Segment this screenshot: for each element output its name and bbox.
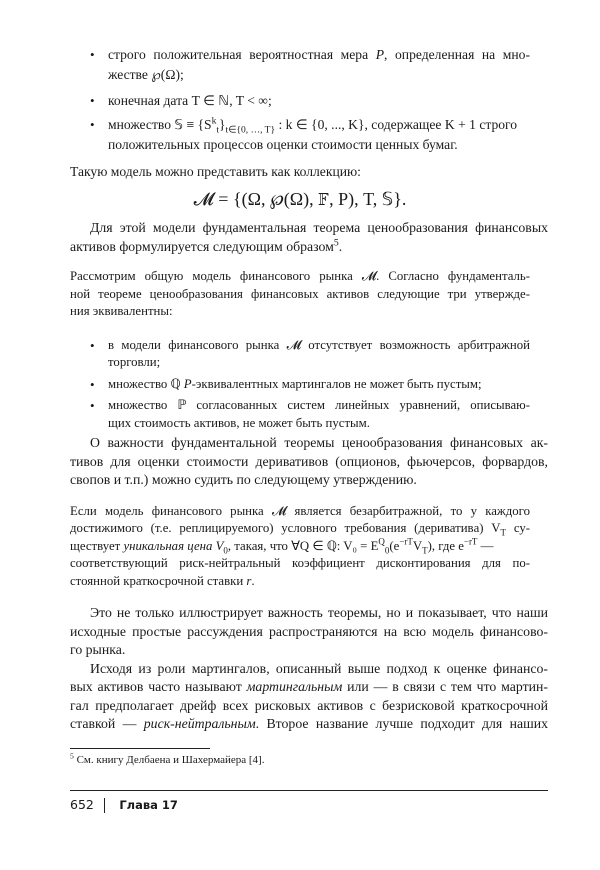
chapter-label: Глава 17 bbox=[119, 798, 178, 812]
text-line: исходные простые рассуждения распространяются на всю модель финансово- bbox=[70, 623, 548, 639]
bullet-icon: • bbox=[90, 337, 95, 353]
text-line: Для этой модели фундаментальная теорема ценообразования финансовых bbox=[90, 220, 548, 235]
theorem-block bbox=[70, 503, 530, 591]
text-line: ществует уникальная цена $V_0$, такая, что ∀Q ∈ ℚ: $V_0 = E^Q_0(e^{-rT}V_T)$, где $e^{-rT}$ — bbox=[70, 536, 494, 556]
theorem-block bbox=[70, 268, 530, 321]
paragraph bbox=[70, 219, 548, 256]
text-line: Если модель финансового рынка 𝓜 является безарбитражной, то у каждого bbox=[70, 503, 530, 518]
footnote-divider bbox=[70, 748, 210, 749]
bullet-icon: • bbox=[90, 93, 95, 108]
text-line: стоянной краткосрочной ставки r. bbox=[70, 573, 255, 588]
text-line: соответствующий риск-нейтральный коэффициент дисконтирования для по- bbox=[70, 556, 530, 570]
text-line: жестве ℘(Ω); bbox=[108, 67, 184, 82]
text-line: Исходя из роли мартингалов, описанный выше подход к оценке финансо- bbox=[90, 660, 548, 676]
text-line: Рассмотрим общую модель финансового рынка 𝓜. Согласно фундаменталь- bbox=[70, 269, 530, 283]
text-line: го рынка. bbox=[70, 642, 126, 657]
bullet-icon: • bbox=[90, 117, 95, 132]
list-item bbox=[70, 115, 548, 155]
footer-divider bbox=[70, 790, 548, 791]
text-line: Это не только иллюстрирует важность теоремы, но и показывает, что наши bbox=[90, 605, 548, 620]
text-line: множество ℙ согласованных систем линейных уравнений, описываю- bbox=[108, 398, 530, 412]
list-item bbox=[70, 337, 548, 372]
paragraph bbox=[70, 660, 548, 734]
text-line: множество ℚ P-эквивалентных мартингалов не может быть пустым; bbox=[108, 376, 482, 391]
text-line: ной теореме ценообразования финансовых активов следующие три утвержде- bbox=[70, 286, 530, 301]
text-line: щих стоимость активов, не может быть пустым. bbox=[108, 415, 370, 430]
text-line: О важности фундаментальной теоремы ценообразования финансовых ак- bbox=[90, 435, 548, 450]
text-line: свопов и т.п.) можно судить по следующему утверждению. bbox=[70, 472, 417, 487]
text-line: тивов для оценки стоимости деривативов (опционов, фьючерсов, форвардов, bbox=[70, 453, 548, 469]
text-line: активов формулируется следующим образом$^5$. bbox=[70, 236, 343, 254]
paragraph bbox=[70, 434, 548, 490]
text-line: ставкой — риск-нейтральным. Второе название лучше подходит для наших bbox=[70, 716, 548, 731]
bullet-icon: • bbox=[90, 47, 95, 62]
text-line: Такую модель можно представить как коллекцию: bbox=[70, 164, 361, 179]
list-item bbox=[70, 91, 548, 111]
list-item bbox=[70, 397, 548, 432]
text-line: вых активов часто называют мартингальным или — в связи с тем что мартин- bbox=[70, 679, 548, 694]
page-footer bbox=[70, 796, 178, 814]
model-formula: 𝓜 = {(Ω, ℘(Ω), 𝔽, P), T, 𝕊}. bbox=[193, 189, 407, 209]
text-line: торговли; bbox=[108, 355, 161, 369]
page-body bbox=[70, 45, 548, 767]
bullet-icon: • bbox=[90, 376, 95, 392]
text-line: достижимого (т.е. реплицируемого) условного требования (деривативa) $V_T$ су- bbox=[70, 521, 530, 538]
text-line: гал предполагает дрейф всех рисковых активов с безрисковой краткосрочной bbox=[70, 697, 548, 713]
footer-separator bbox=[104, 798, 106, 813]
text-line: строго положительная вероятностная мера P, определенная на мно- bbox=[108, 47, 530, 62]
text-line: в модели финансового рынка 𝓜 отсутствует возможность арбитражной bbox=[108, 337, 530, 352]
paragraph bbox=[70, 604, 548, 660]
text-line: ния эквивалентны: bbox=[70, 304, 173, 318]
text-line: множество 𝕊 ≡ $\{S^k_t\}_{t\in\{0, \dots, T\}}$ : k ∈ {0, ..., K}, содержащее K + 1 строго bbox=[108, 116, 518, 136]
page-number: 652 bbox=[70, 797, 94, 812]
footnote-ref[interactable]: 5 bbox=[333, 236, 339, 248]
text-line: положительных процессов оценки стоимости ценных бумаг. bbox=[108, 137, 458, 152]
list-item bbox=[70, 45, 548, 85]
list-item bbox=[70, 376, 548, 394]
footnote: $^5$ См. книгу Делбаена и Шахермайера [4]. bbox=[70, 750, 265, 766]
bullet-icon: • bbox=[90, 398, 95, 413]
text-line: конечная дата T ∈ ℕ, T < ∞; bbox=[108, 93, 272, 108]
